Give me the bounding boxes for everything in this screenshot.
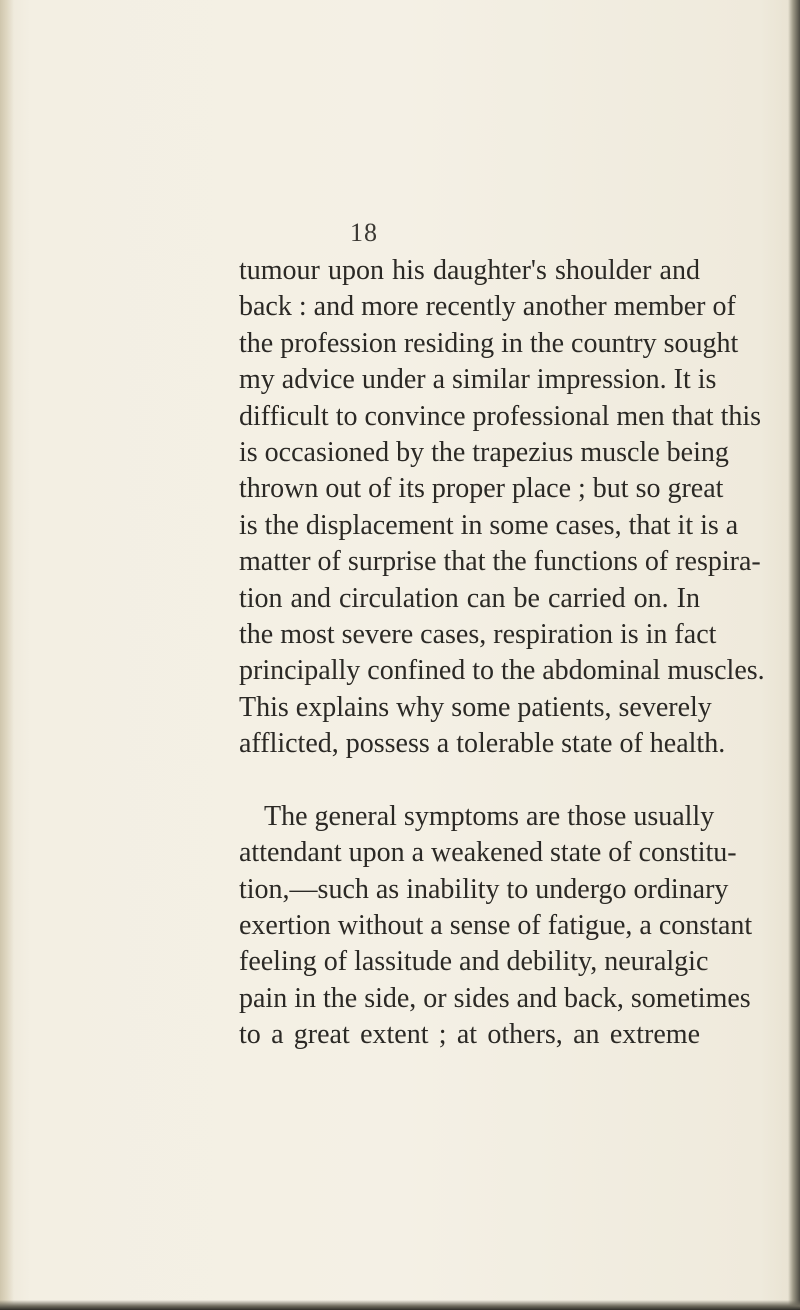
page-binding-shadow xyxy=(0,0,14,1310)
text-line: the most severe cases, respiration is in fact xyxy=(239,619,717,651)
page-bottom-edge-shadow xyxy=(0,1300,800,1310)
text-line: back : and more recently another member of xyxy=(239,291,736,323)
text-line: is the displacement in some cases, that it is a xyxy=(239,509,739,541)
text-line: exertion without a sense of fatigue, a constant xyxy=(239,909,753,941)
text-line: pain in the side, or sides and back, sometimes xyxy=(239,982,751,1014)
text-line: afflicted, possess a tolerable state of health. xyxy=(239,728,726,760)
text-line: attendant upon a weakened state of constitu- xyxy=(239,837,737,869)
paragraph-gap xyxy=(239,763,700,799)
text-line: tion,—such as inability to undergo ordinary xyxy=(239,873,729,905)
text-line: principally confined to the abdominal muscles. xyxy=(239,655,765,687)
paragraph-1 xyxy=(239,253,765,763)
text-line: matter of surprise that the functions of respira- xyxy=(239,546,761,578)
page-number: 18 xyxy=(350,218,378,247)
text-line: my advice under a similar impression. It is xyxy=(239,364,717,396)
text-line: difficult to convince professional men that this xyxy=(239,400,762,432)
text-line: This explains why some patients, severely xyxy=(239,691,712,723)
text-line: the profession residing in the country sought xyxy=(239,327,739,359)
paragraph-2 xyxy=(239,799,753,1054)
text-line: thrown out of its proper place ; but so great xyxy=(239,473,724,505)
page-right-edge-shadow xyxy=(788,0,800,1310)
text-line: to a great extent ; at others, an extreme xyxy=(239,1019,700,1051)
body-text xyxy=(239,253,765,1054)
text-line: feeling of lassitude and debility, neuralgic xyxy=(239,946,709,978)
text-line: tumour upon his daughter's shoulder and xyxy=(239,255,700,286)
text-line: is occasioned by the trapezius muscle being xyxy=(239,437,729,469)
text-line: The general symptoms are those usually xyxy=(264,800,715,832)
text-line: tion and circulation can be carried on. In xyxy=(239,582,700,614)
